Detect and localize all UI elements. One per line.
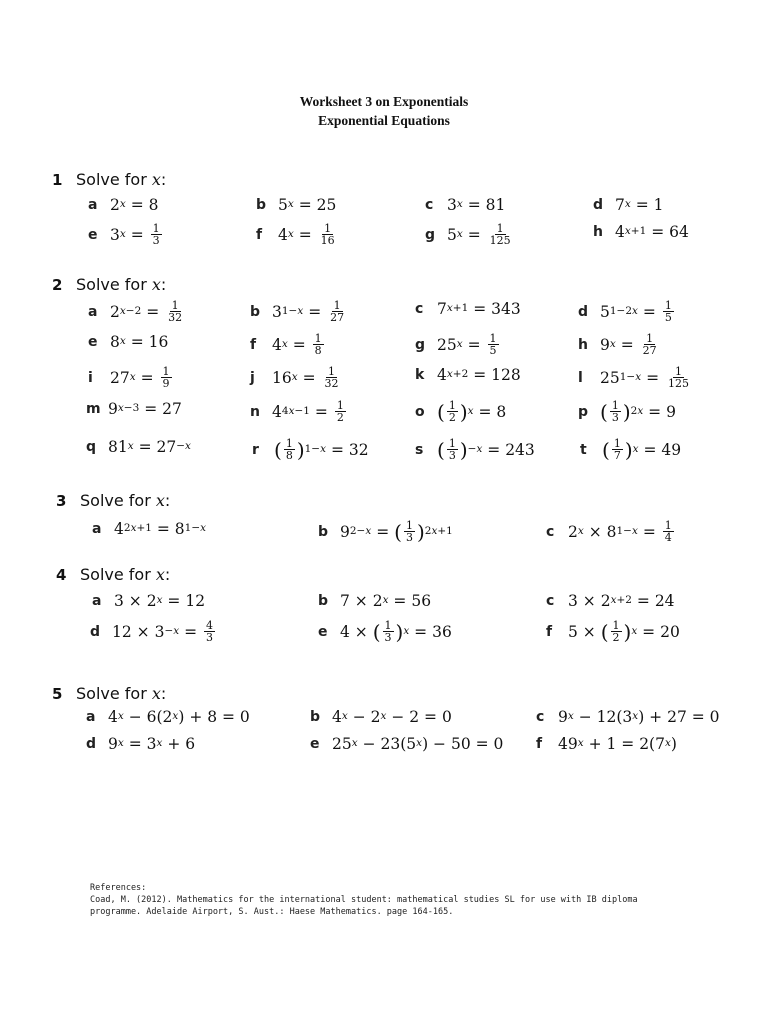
equation: 9 $^{x -3}$ = 27 [108, 400, 182, 418]
equation-item: d 7 $^x$ = 1 [593, 196, 664, 214]
equation-item: h 9 $^x$ = $\frac{1}{27}$ [578, 333, 661, 356]
equation-item: n 4 $^{4x -1}$ = $\frac{1}{2}$ [250, 400, 348, 423]
equation-item: b 9 $^{2-x}$ = ( $\frac{1}{3}$ ) $^{2x +1}$ [318, 519, 453, 544]
question-4-heading: 4 Solve for x : [56, 565, 171, 584]
equation-item: e 3 $^x$ = $\frac{1}{3}$ [88, 223, 164, 246]
question-number: 4 [56, 566, 67, 584]
equation: 3 × 2 $^x$ = 12 [114, 592, 206, 610]
equation-item: f 4 $^x$ = $\frac{1}{16}$ [256, 223, 339, 246]
equation: 49 $^x$ + 1 = 2(7 $^x$ ) [558, 735, 677, 753]
equation-item: s ( $\frac{1}{3}$ ) $^{-x}$ = 243 [415, 437, 535, 462]
worksheet-subtitle: Exponential Equations [318, 113, 450, 128]
references-heading: References: [90, 883, 147, 893]
equation-item: t ( $\frac{1}{7}$ ) $^x$ = 49 [580, 437, 682, 462]
equation: 3 × 2 $^{x +2}$ = 24 [568, 592, 675, 610]
equation: 12 × 3 $^{-x}$ = $\frac{4}{3}$ [112, 619, 214, 644]
equation-item: h 4 $^{x +1}$ = 64 [593, 223, 689, 241]
equation: 9 $^x$ = $\frac{1}{27}$ [600, 332, 657, 357]
worksheet-title: Worksheet 3 on Exponentials [299, 94, 469, 109]
equation-item: i 27 $^x$ = $\frac{1}{9}$ [88, 366, 174, 389]
equation: 8 $^x$ = 16 [110, 333, 169, 351]
equation-item: b 4 $^x$ − 2 $^x$ − 2 = 0 [310, 708, 452, 726]
question-prompt: Solve for [76, 170, 147, 189]
equation: 2 $^{x -2}$ = $\frac{1}{32}$ [110, 299, 183, 324]
equation-item: l 25 $^{1-x}$ = $\frac{1}{125}$ [578, 366, 693, 389]
equation-item: a 4 $^{2x +1}$ = 8 $^{1-x}$ [92, 520, 207, 538]
equation-item: m 9 $^{x -3}$ = 27 [86, 400, 182, 418]
equation: 5 × ( $\frac{1}{2}$ ) $^x$ = 20 [568, 619, 680, 644]
equation: 4 $^{x +2}$ = 128 [437, 366, 521, 384]
equation-item: p ( $\frac{1}{3}$ ) $^{2x}$ = 9 [578, 399, 676, 424]
question-number: 5 [52, 685, 63, 703]
equation-item: q 81 $^x$ = 27 $^{-x}$ [86, 438, 191, 456]
question-prompt: Solve for [76, 684, 147, 703]
equation: 3 $^x$ = 81 [447, 196, 506, 214]
question-2-heading: 2 Solve for x : [52, 275, 167, 294]
question-variable: x [151, 684, 161, 703]
equation: 9 $^{2-x}$ = ( $\frac{1}{3}$ ) $^{2x +1}$ [340, 519, 453, 544]
reference-line: programme. Adelaide Airport, S. Aust.: Haese Mathematics. page 164-165. [90, 907, 454, 917]
equation-item: e 25 $^x$ − 23(5 $^x$ ) − 50 = 0 [310, 735, 504, 753]
question-1-heading: 1 Solve for x : [52, 170, 167, 189]
question-number: 3 [56, 492, 67, 510]
equation-item: k 4 $^{x +2}$ = 128 [415, 366, 521, 384]
equation-item: j 16 $^x$ = $\frac{1}{32}$ [250, 366, 343, 389]
equation: 9 $^x$ = 3 $^x$ + 6 [108, 735, 196, 753]
equation: ( $\frac{1}{2}$ ) $^x$ = 8 [437, 399, 507, 424]
question-prompt: Solve for [80, 565, 151, 584]
equation: ( $\frac{1}{3}$ ) $^{2x}$ = 9 [600, 399, 676, 424]
equation: 5 $^x$ = $\frac{1}{125}$ [447, 222, 511, 247]
equation-item: d 9 $^x$ = 3 $^x$ + 6 [86, 735, 196, 753]
question-3-heading: 3 Solve for x : [56, 491, 171, 510]
equation-item: o ( $\frac{1}{2}$ ) $^x$ = 8 [415, 399, 507, 424]
equation: 4 × ( $\frac{1}{3}$ ) $^x$ = 36 [340, 619, 452, 644]
equation-item: a 4 $^x$ − 6(2 $^x$ ) + 8 = 0 [86, 708, 250, 726]
equation-item: a 3 × 2 $^x$ = 12 [92, 592, 206, 610]
equation-item: d 5 $^{1-2x}$ = $\frac{1}{5}$ [578, 300, 676, 323]
equation-item: f 4 $^x$ = $\frac{1}{8}$ [250, 333, 326, 356]
equation: 7 $^x$ = 1 [615, 196, 664, 214]
equation: 7 × 2 $^x$ = 56 [340, 592, 432, 610]
reference-line: Coad, M. (2012). Mathematics for the international student: mathematical studies SL for use with IB diploma [90, 895, 638, 905]
question-number: 2 [52, 276, 63, 294]
equation: 3 $^x$ = $\frac{1}{3}$ [110, 222, 160, 247]
equation-item: c 3 × 2 $^{x +2}$ = 24 [546, 592, 675, 610]
equation-item: f 49 $^x$ + 1 = 2(7 $^x$ ) [536, 735, 677, 753]
equation-item: c 9 $^x$ − 12(3 $^x$ ) + 27 = 0 [536, 708, 720, 726]
question-variable: x [155, 491, 165, 510]
equation: 16 $^x$ = $\frac{1}{32}$ [272, 365, 339, 390]
equation-item: a 2 $^x$ = 8 [88, 196, 159, 214]
question-variable: x [151, 275, 161, 294]
question-variable: x [155, 565, 165, 584]
equation-item: d 12 × 3 $^{-x}$ = $\frac{4}{3}$ [90, 620, 217, 643]
references [90, 882, 690, 918]
equation-item: r ( $\frac{1}{8}$ ) $^{1-x}$ = 32 [252, 437, 369, 462]
equation: 5 $^x$ = 25 [278, 196, 337, 214]
equation: 4 $^x$ = $\frac{1}{16}$ [278, 222, 335, 247]
equation-item: c 2 $^x$ × 8 $^{1-x}$ = $\frac{1}{4}$ [546, 520, 676, 543]
equation: 4 $^{4x -1}$ = $\frac{1}{2}$ [272, 399, 344, 424]
equation: 25 $^{1-x}$ = $\frac{1}{125}$ [600, 365, 689, 390]
equation: 2 $^x$ = 8 [110, 196, 159, 214]
question-variable: x [151, 170, 161, 189]
equation: 4 $^x$ − 2 $^x$ − 2 = 0 [332, 708, 452, 726]
question-5-heading: 5 Solve for x : [52, 684, 167, 703]
equation: 3 $^{1-x}$ = $\frac{1}{27}$ [272, 299, 345, 324]
equation-item: f 5 × ( $\frac{1}{2}$ ) $^x$ = 20 [546, 619, 680, 644]
equation: 4 $^{2x +1}$ = 8 $^{1-x}$ [114, 520, 207, 538]
equation: ( $\frac{1}{8}$ ) $^{1-x}$ = 32 [274, 437, 369, 462]
equation-item: e 8 $^x$ = 16 [88, 333, 169, 351]
equation: 27 $^x$ = $\frac{1}{9}$ [110, 365, 170, 390]
question-number: 1 [52, 171, 63, 189]
equation: 81 $^x$ = 27 $^{-x}$ [108, 438, 191, 456]
equation-item: b 7 × 2 $^x$ = 56 [318, 592, 432, 610]
equation-item: c 3 $^x$ = 81 [425, 196, 506, 214]
equation-item: g 25 $^x$ = $\frac{1}{5}$ [415, 333, 501, 356]
equation-item: e 4 × ( $\frac{1}{3}$ ) $^x$ = 36 [318, 619, 452, 644]
equation: 5 $^{1-2x}$ = $\frac{1}{5}$ [600, 299, 672, 324]
equation: ( $\frac{1}{7}$ ) $^x$ = 49 [602, 437, 682, 462]
equation: 25 $^x$ = $\frac{1}{5}$ [437, 332, 497, 357]
equation-item: a 2 $^{x -2}$ = $\frac{1}{32}$ [88, 300, 186, 323]
equation-item: g 5 $^x$ = $\frac{1}{125}$ [425, 223, 515, 246]
equation-item: b 5 $^x$ = 25 [256, 196, 337, 214]
equation-item: c 7 $^{x +1}$ = 343 [415, 300, 521, 318]
question-prompt: Solve for [76, 275, 147, 294]
equation: 4 $^x$ − 6(2 $^x$ ) + 8 = 0 [108, 708, 250, 726]
equation: 4 $^x$ = $\frac{1}{8}$ [272, 332, 322, 357]
title-block [0, 92, 768, 130]
equation: ( $\frac{1}{3}$ ) $^{-x}$ = 243 [437, 437, 535, 462]
equation: 25 $^x$ − 23(5 $^x$ ) − 50 = 0 [332, 735, 504, 753]
equation: 7 $^{x +1}$ = 343 [437, 300, 521, 318]
equation-item: b 3 $^{1-x}$ = $\frac{1}{27}$ [250, 300, 348, 323]
equation: 2 $^x$ × 8 $^{1-x}$ = $\frac{1}{4}$ [568, 519, 672, 544]
equation: 4 $^{x +1}$ = 64 [615, 223, 689, 241]
question-prompt: Solve for [80, 491, 151, 510]
equation: 9 $^x$ − 12(3 $^x$ ) + 27 = 0 [558, 708, 720, 726]
